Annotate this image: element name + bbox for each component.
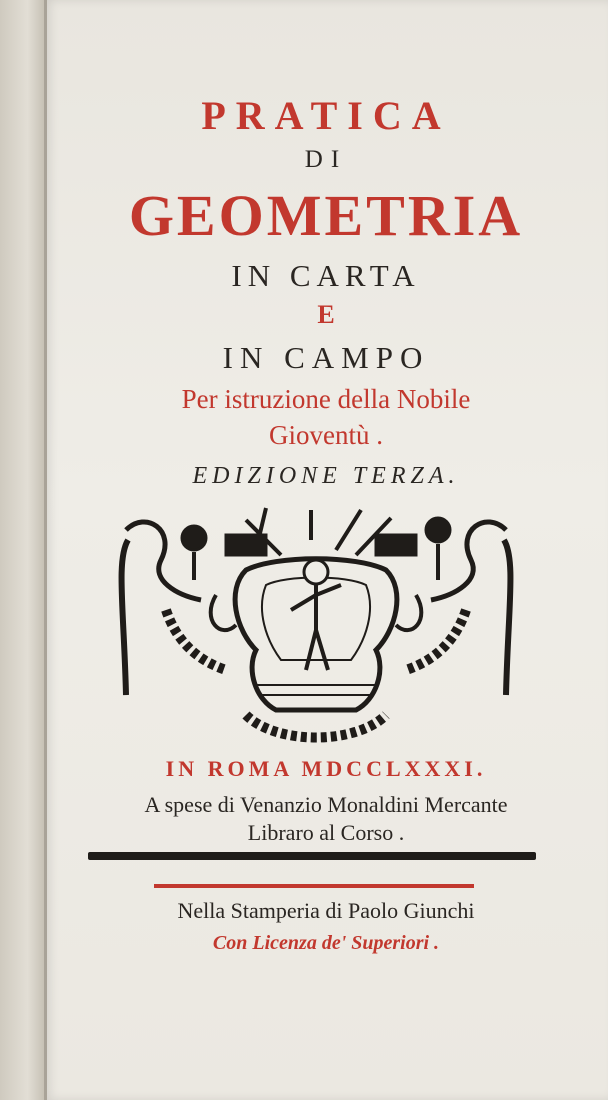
- red-rule: [154, 884, 474, 888]
- printer-line: Nella Stamperia di Paolo Giunchi: [177, 898, 475, 923]
- woodcut-cherub-ornament-icon: [106, 500, 526, 750]
- title-e: E: [317, 300, 335, 329]
- adjacent-page-strip: [0, 0, 50, 1100]
- imprint-publisher-location: Libraro al Corso .: [247, 820, 405, 845]
- title-pratica: PRATICA: [201, 93, 451, 138]
- title-in-campo: IN CAMPO: [222, 340, 430, 375]
- title-in-carta: IN CARTA: [231, 258, 421, 293]
- subtitle-line-1: Per istruzione della Nobile: [181, 384, 471, 414]
- edition-label: EDIZIONE TERZA.: [192, 463, 460, 489]
- black-rule: [88, 852, 536, 860]
- license-line: Con Licenza de' Superiori .: [212, 932, 440, 954]
- subtitle-line-2: Gioventù .: [269, 420, 383, 450]
- title-di: DI: [304, 146, 348, 173]
- imprint-place-date: IN ROMA MDCCLXXXI.: [165, 756, 487, 781]
- imprint-publisher: A spese di Venanzio Monaldini Mercante: [144, 792, 508, 817]
- title-geometria: GEOMETRIA: [128, 183, 524, 248]
